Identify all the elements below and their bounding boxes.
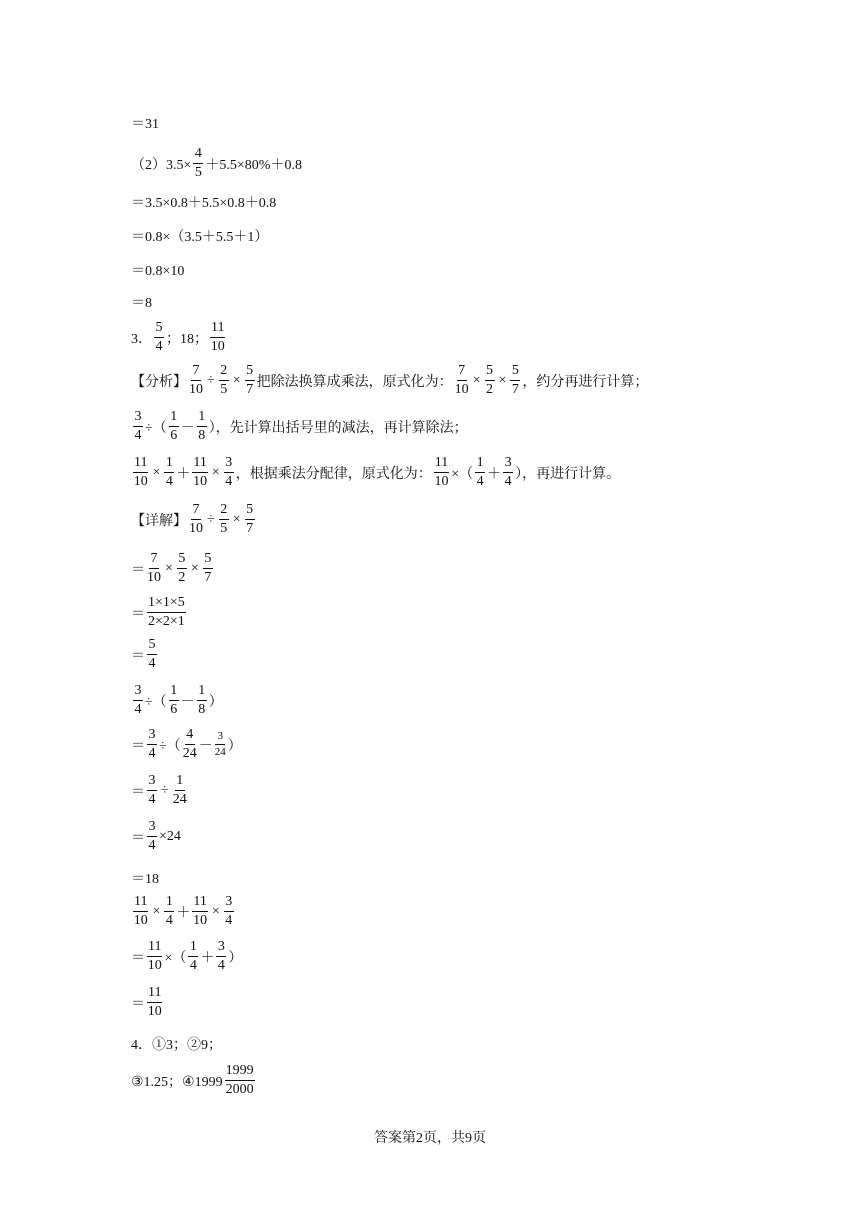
fraction: $\frac{5}{2}$ (178, 551, 186, 585)
fraction: $\frac{11}{10}$ (133, 894, 148, 928)
fraction: $\frac{1\times 1\times 5}{2\times 2\times 1}$ (148, 595, 185, 629)
line-4: ＝0.8×（3.5＋5.5＋1） (131, 230, 269, 245)
fraction: $\frac{2}{5}$ (220, 502, 228, 536)
fraction: $\frac{1}{6}$ (170, 683, 178, 717)
line-15: $\frac{3}{4}$ ÷（ $\frac{1}{6}$ － $\frac{1}{8}$ ） (134, 683, 223, 717)
fraction: $\frac{4}{24}$ (182, 727, 197, 761)
line-5: ＝0.8×10 (131, 264, 185, 279)
line-12: ＝ $\frac{7}{10}$ × $\frac{5}{2}$ × $\frac{5}{7}$ (131, 551, 212, 585)
line-13: ＝ $\frac{1\times 1\times 5}{2\times 2\times 1}$ (131, 595, 185, 629)
fraction: $\frac{11}{10}$ (133, 455, 148, 489)
fraction: $\frac{4}{5}$ (194, 146, 202, 180)
fraction: $\frac{5}{7}$ (246, 502, 254, 536)
line-20: $\frac{11}{10}$ × $\frac{1}{4}$ ＋ $\frac{11}{10}$ × $\frac{3}{4}$ (133, 894, 233, 928)
fraction: $\frac{3}{24}$ (214, 730, 226, 758)
fraction: $\frac{11}{10}$ (147, 985, 162, 1019)
line-8: 【分析】 $\frac{7}{10}$ ÷ $\frac{2}{5}$ × $\frac{5}{7}$ 把除法换算成乘法，原式化为： $\frac{7}{10}$ × $\frac{5}{2}$ × $\frac{5}{7}$ ，约分再进行计算； (131, 363, 649, 397)
fraction: $\frac{5}{4}$ (148, 637, 156, 671)
fraction: $\frac{3}{4}$ (504, 455, 512, 489)
line-3: ＝3.5×0.8＋5.5×0.8＋0.8 (131, 196, 277, 211)
line-11: 【详解】 $\frac{7}{10}$ ÷ $\frac{2}{5}$ × $\frac{5}{7}$ (131, 502, 254, 536)
line-22: ＝ $\frac{11}{10}$ (131, 985, 162, 1019)
fraction: $\frac{3}{4}$ (134, 409, 142, 443)
line-6: ＝8 (131, 296, 152, 311)
fraction: $\frac{1}{8}$ (198, 409, 206, 443)
fraction: $\frac{1}{8}$ (198, 683, 206, 717)
fraction: $\frac{1}{6}$ (170, 409, 178, 443)
fraction: $\frac{5}{7}$ (246, 363, 254, 397)
fraction: $\frac{5}{7}$ (511, 363, 519, 397)
line-9: $\frac{3}{4}$ ÷（ $\frac{1}{6}$ － $\frac{1}{8}$ ），先计算出括号里的减法，再计算除法； (134, 409, 468, 443)
fraction: $\frac{3}{4}$ (225, 455, 233, 489)
line-17: ＝ $\frac{3}{4}$ ÷ $\frac{1}{24}$ (131, 773, 187, 807)
line-18: ＝ $\frac{3}{4}$ ×24 (131, 819, 181, 853)
fraction: $\frac{11}{10}$ (147, 939, 162, 973)
fraction: $\frac{3}{4}$ (134, 683, 142, 717)
fraction: $\frac{11}{10}$ (434, 455, 449, 489)
fraction: $\frac{1}{4}$ (476, 455, 484, 489)
line-1: ＝31 (131, 117, 159, 132)
fraction: $\frac{11}{10}$ (193, 894, 208, 928)
fraction: $\frac{5}{2}$ (486, 363, 493, 397)
fraction: $\frac{1999}{2000}$ (225, 1063, 254, 1097)
page-footer: 答案第2页，共9页 (374, 1131, 486, 1146)
fraction: $\frac{7}{10}$ (147, 551, 161, 585)
fraction: $\frac{7}{10}$ (454, 363, 469, 397)
fraction: $\frac{11}{10}$ (193, 455, 208, 489)
line-7: 3． $\frac{5}{4}$ ；18； $\frac{11}{10}$ (131, 320, 225, 354)
fraction: $\frac{3}{4}$ (148, 773, 156, 807)
fraction: $\frac{3}{4}$ (148, 727, 156, 761)
fraction: $\frac{3}{4}$ (148, 819, 156, 853)
line-16: ＝ $\frac{3}{4}$ ÷（ $\frac{4}{24}$ － $\frac{3}{24}$ ） (131, 727, 242, 761)
fraction: $\frac{7}{10}$ (189, 502, 203, 536)
fraction: $\frac{3}{4}$ (225, 894, 233, 928)
fraction: $\frac{2}{5}$ (220, 363, 228, 397)
fraction: $\frac{7}{10}$ (189, 363, 203, 397)
line-21: ＝ $\frac{11}{10}$ ×（ $\frac{1}{4}$ ＋ $\frac{3}{4}$ ） (131, 939, 243, 973)
fraction: $\frac{5}{4}$ (155, 320, 163, 354)
line-19: ＝18 (131, 872, 159, 887)
fraction: $\frac{5}{7}$ (204, 551, 212, 585)
line-23: 4．①3；②9； (131, 1038, 222, 1053)
fraction: $\frac{1}{4}$ (189, 939, 197, 973)
line-14: ＝ $\frac{5}{4}$ (131, 637, 156, 671)
line-10: $\frac{11}{10}$ × $\frac{1}{4}$ ＋ $\frac{11}{10}$ × $\frac{3}{4}$ ，根据乘法分配律，原式化为： $\frac{11}{10}$ ×（ $\frac{1}{4}$ ＋ $\frac{3}{4}$ ），再进行计算。 (133, 455, 621, 489)
fraction: $\frac{1}{24}$ (172, 773, 187, 807)
fraction: $\frac{1}{4}$ (165, 894, 173, 928)
fraction: $\frac{1}{4}$ (165, 455, 173, 489)
fraction: $\frac{11}{10}$ (210, 320, 225, 354)
fraction: $\frac{3}{4}$ (217, 939, 225, 973)
line-2: （2）3.5× $\frac{4}{5}$ ＋5.5×80%＋0.8 (131, 146, 302, 180)
line-24: ③1.25；④1999 $\frac{1999}{2000}$ (131, 1063, 254, 1097)
